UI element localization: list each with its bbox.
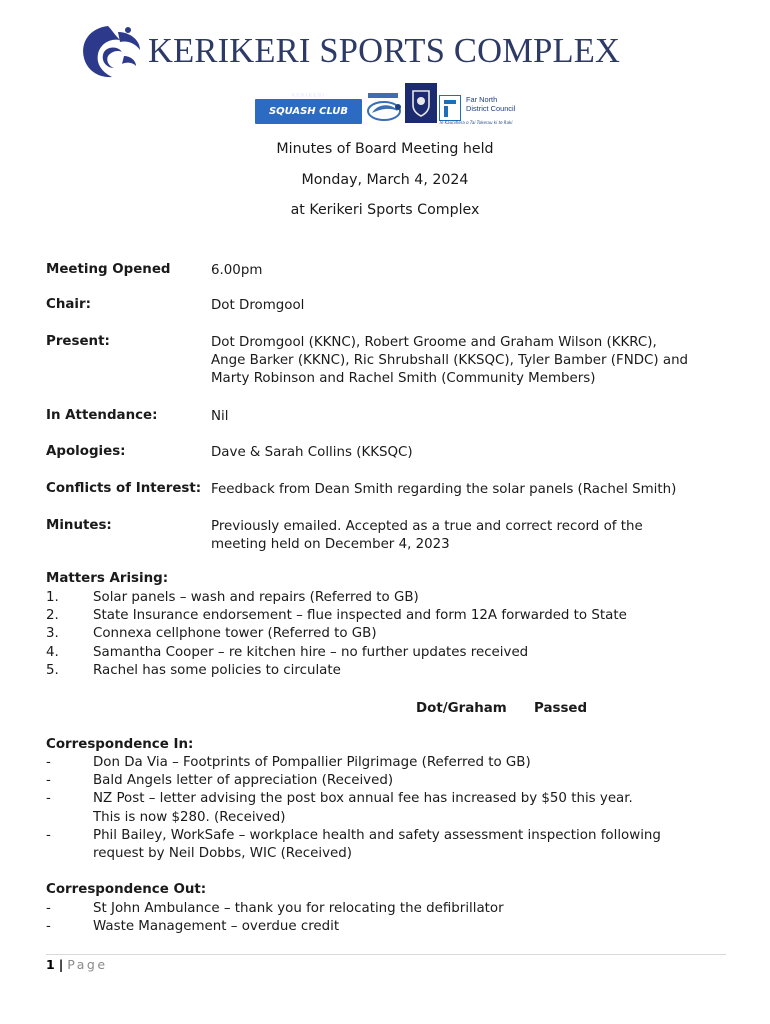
meeting-location: at Kerikeri Sports Complex [290,202,480,218]
field-value-chair: Dot Dromgool [211,298,305,313]
meeting-date: Monday, March 4, 2024 [301,172,469,188]
field-value-conflicts: Feedback from Dean Smith regarding the solar panels (Rachel Smith) [211,482,677,497]
moved-by: Dot/Graham [416,701,507,716]
correspondence-in-heading: Correspondence In: [46,737,194,752]
field-label-minutes: Minutes: [46,518,112,533]
page-footer [46,957,108,972]
list-item: - St John Ambulance – thank you for relocating the defibrillator [46,901,504,916]
list-item: - Phil Bailey, WorkSafe – workplace health and safety assessment inspection following request by Neil Dobbs, WIC (Received) [46,827,661,862]
field-label-apologies: Apologies: [46,444,126,459]
council-logo-icon [439,95,461,121]
correspondence-out-list [46,900,746,936]
list-item: 3. Connexa cellphone tower (Referred to GB) [46,626,377,642]
footer-divider [46,954,726,955]
page-label: Page [67,957,108,972]
motion-result: Passed [534,701,588,716]
council-subtitle: Te Kaunihera o Tai Tokerau ki te Raki [439,120,513,125]
correspondence-out-heading: Correspondence Out: [46,882,207,897]
list-item: - Bald Angels letter of appreciation (Received) [46,773,394,789]
field-label-chair: Chair: [46,297,91,312]
field-label-in-attendance: In Attendance: [46,408,158,423]
field-label-conflicts: Conflicts of Interest: [46,481,202,496]
document-header [78,20,698,82]
crest-emblem-icon [405,83,437,123]
council-name: Far North District Council [466,95,516,113]
squash-club-logo: KERIKERI SQUASH CLUB [255,99,362,124]
list-item: - Waste Management – overdue credit [46,919,340,935]
list-item: 2. State Insurance endorsement – flue inspected and form 12A forwarded to State [46,608,627,624]
field-value-present: Dot Dromgool (KKNC), Robert Groome and Graham Wilson (KKRC), Ange Barker (KKNC), Ric Shrubshall (KKSQC), Tyler Bamber (FNDC) and Marty Robinson and Rachel Smith (Community Members) [211,335,689,386]
organisation-title: KERIKERI SPORTS COMPLEX [148,32,621,70]
list-item: 5. Rachel has some policies to circulate [46,662,341,678]
list-item: 4. Samantha Cooper – re kitchen hire – no further updates received [46,644,529,660]
list-item: 1. Solar panels – wash and repairs (Referred to GB) [46,590,419,605]
matters-arising-list [46,589,746,680]
field-value-meeting-opened: 6.00pm [211,263,263,278]
field-label-meeting-opened: Meeting Opened [46,262,171,277]
correspondence-in-list [46,754,746,863]
matters-arising-heading: Matters Arising: [46,571,169,586]
field-value-in-attendance: Nil [211,409,229,424]
field-value-minutes: Previously emailed. Accepted as a true and correct record of the meeting held on December 4, 2023 [211,519,643,552]
footer-separator: | [58,957,64,972]
crest-logo [405,83,437,123]
kerikeri-swirl-logo-icon [78,22,144,80]
list-item: - Don Da Via – Footprints of Pompallier Pilgrimage (Referred to GB) [46,755,531,770]
partner-logos [255,83,525,127]
rugby-club-logo-icon [364,91,406,125]
field-value-apologies: Dave & Sarah Collins (KKSQC) [211,445,413,460]
meeting-title: Minutes of Board Meeting held [276,141,494,157]
page-number: 1 [46,957,55,972]
field-label-present: Present: [46,334,110,349]
list-item: - NZ Post – letter advising the post box annual fee has increased by $50 this year. This is now $280. (Received) [46,791,633,825]
